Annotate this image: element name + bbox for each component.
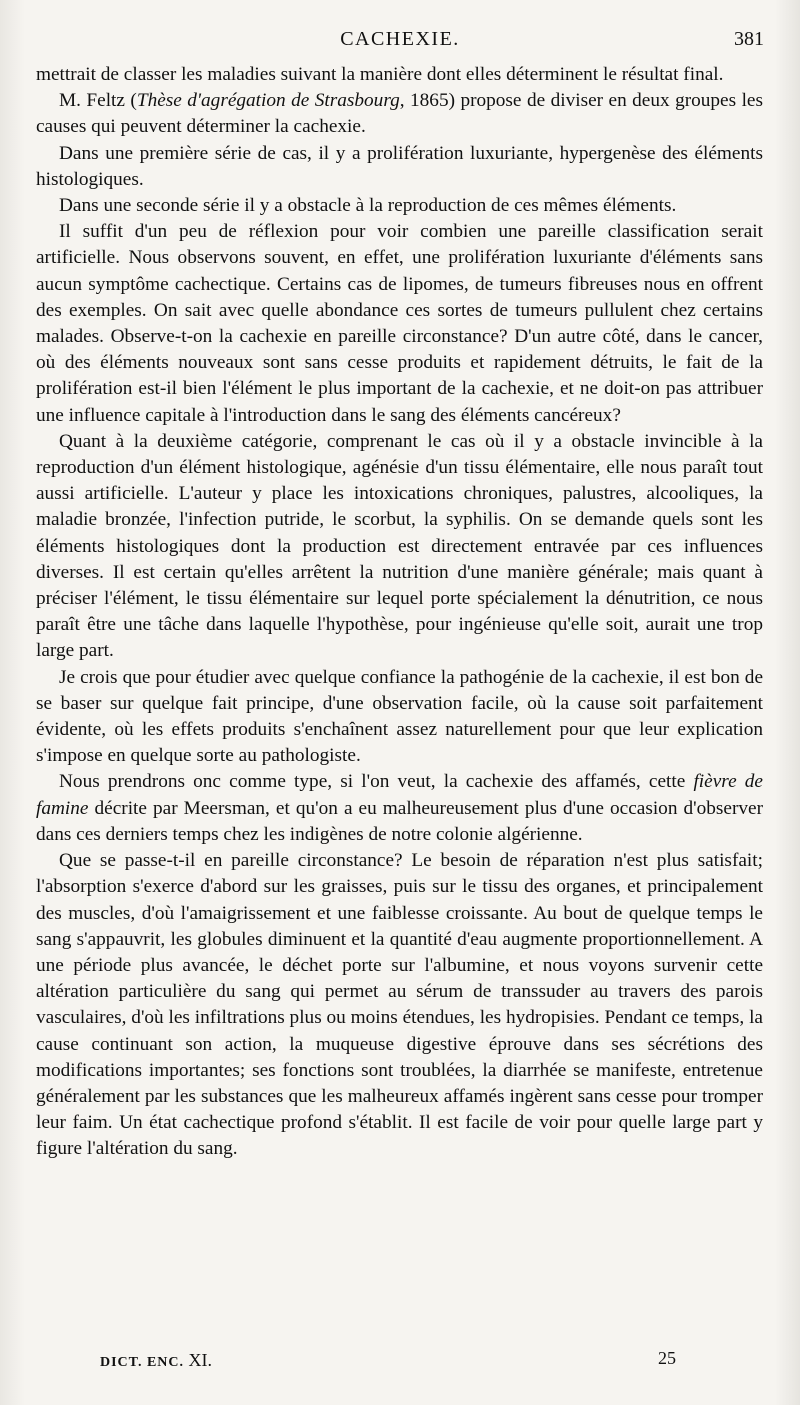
- text-run: décrite par Meersman, et qu'on a eu malheureusement plus d'une occasion d'observer dans ces derniers temps chez les indigènes de notre colonie algérienne.: [36, 797, 763, 845]
- paragraph: [36, 848, 763, 1162]
- text-run: Il suffit d'un peu de réflexion pour voir combien une pareille classification serait artificielle. Nous observons souvent, en effet, une prolifération luxuriante d'éléments sans aucun symptôme cachectique. Certains cas de lipomes, de tumeurs fibreuses nous en offrent des exemples. On sait avec quelle abondance ces sortes de tumeurs pullulent chez certains malades. Observe-t-on la cachexie en pareille circonstance? D'un autre côté, dans le cancer, où des éléments nouveaux sont sans cesse produits et rapidement détruits, le fait de la prolifération est-il bien l'élément le plus important de la cachexie, et ne doit-on pas attribuer une influence capitale à l'introduction dans le sang des éléments cancéreux?: [36, 221, 763, 426]
- italic-text: Thèse d'agrégation de Strasbourg: [136, 90, 400, 112]
- italic-text: fièvre de famine: [36, 771, 763, 819]
- paragraph: [36, 219, 763, 429]
- running-header: [36, 28, 764, 58]
- text-run: Dans une seconde série il y a obstacle à la reproduction de ces mêmes éléments.: [59, 195, 677, 217]
- paragraph: [36, 141, 763, 193]
- text-run: Je crois que pour étudier avec quelque confiance la pathogénie de la cachexie, il est bon de se baser sur quelque fait principe, d'une observation facile, où la cause soit parfaitement évidente, où les effets produits s'enchaînent assez naturellement pour que leur explication s'impose en quelque sorte au pathologiste.: [36, 666, 763, 767]
- signature-mark: 25: [658, 1348, 676, 1368]
- running-title: CACHEXIE.: [340, 28, 460, 50]
- paragraph: [36, 769, 763, 848]
- paragraph: [36, 665, 763, 770]
- text-run: mettrait de classer les maladies suivant la manière dont elles déterminent le résultat final.: [36, 64, 724, 85]
- paragraph: [36, 193, 763, 219]
- page-footer: [100, 1348, 676, 1374]
- text-run: Quant à la deuxième catégorie, comprenant le cas où il y a obstacle invincible à la reproduction d'un élément histologique, agénésie d'un tissu élémentaire, elle nous paraît tout aussi artificielle. L'auteur y place les intoxications chroniques, palustres, alcooliques, la maladie bronzée, l'infection putride, le scorbut, la syphilis. On se demande quels sont les éléments histologiques dont la production est directement entravée par ces influences diverses. Il est certain qu'elles arrêtent la nutrition d'une manière générale; mais quant à préciser l'élément, le tissu élémentaire sur lequel porte spécialement la dénutrition, ce nous paraît être une tâche dans laquelle l'hypothèse, pour ingénieuse qu'elle soit, aurait une trop large part.: [36, 430, 763, 662]
- body-text: [36, 62, 763, 1163]
- footer-reference: [100, 1350, 212, 1371]
- text-run: Que se passe-t-il en pareille circonstance? Le besoin de réparation n'est plus satisfait; l'absorption s'exerce d'abord sur les graisses, puis sur le tissu des organes, et principalement des muscles, d'où l'amaigrissement et une faiblesse croissante. Au bout de quelque temps le sang s'appauvrit, les globules diminuent et la quantité d'eau augmente proportionnellement. A une période plus avancée, le déchet porte sur l'albumine, et nous voyons survenir cette altération particulière du sang qui permet au sérum de transsuder au travers des parois vasculaires, d'où les infiltrations plus ou moins étendues, les hydropisies. Pendant ce temps, la cause continuant son action, la muqueuse digestive éprouve dans ses sécrétions des modifications importantes; ses fonctions sont troublées, la diarrhée se manifeste, entretenue généralement par les substances que les malheureux affamés ingèrent sans cesse pour tromper leur faim. Un état cachectique profond s'établit. Il est facile de voir pour quelle large part y figure l'altération du sang.: [36, 850, 763, 1160]
- paragraph: [36, 429, 763, 665]
- page-number: 381: [734, 28, 764, 50]
- paragraph: [36, 62, 763, 88]
- text-run: Nous prendrons onc comme type, si l'on veut, la cachexie des affamés, cette: [59, 771, 694, 793]
- text-run: M. Feltz (: [59, 90, 137, 112]
- footer-label: DICT. ENC.: [100, 1355, 185, 1370]
- paragraph: [36, 88, 763, 140]
- text-run: , 1865) propose de diviser en deux groupes les causes qui peuvent déterminer la cachexie.: [36, 90, 763, 138]
- text-run: Dans une première série de cas, il y a prolifération luxuriante, hypergenèse des éléments histologiques.: [36, 142, 763, 190]
- footer-volume: XI.: [188, 1350, 213, 1370]
